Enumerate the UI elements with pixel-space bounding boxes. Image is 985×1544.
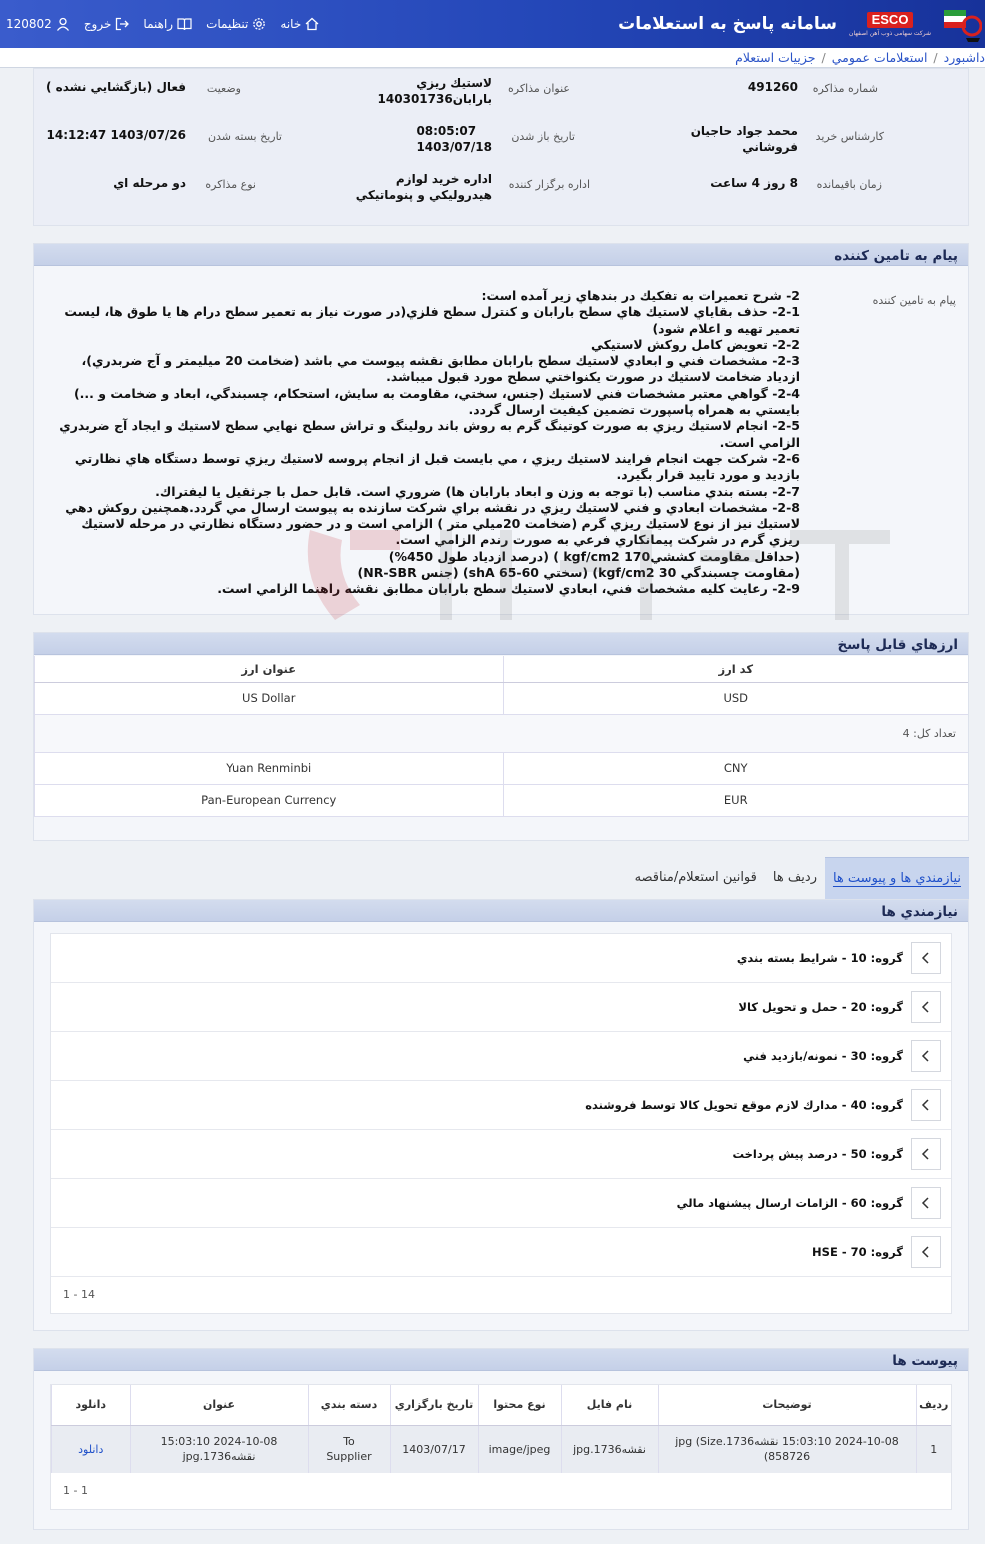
currencies-table (34, 656, 968, 817)
needs-group-title: گروه: 40 - مدارك لازم موقع تحويل كالا توسط فروشنده (585, 1098, 903, 1112)
message-line: 2-6- شركت جهت انجام فرايند لاستيك ريزي ، مي بايست قبل از انجام پروسه لاستيك ريزي توسط دستگاه هاي نظارتي بازديد و مورد تاييد قرار بگيرد. (74, 450, 800, 483)
esco-brand (849, 12, 931, 37)
attachment-row-number: 1 (916, 1425, 951, 1473)
department-line2: هيدروليكي و پنوماتيكي (355, 188, 492, 202)
inquiry-title-line1: لاستيك ريزي (416, 76, 492, 90)
brand (618, 0, 985, 48)
breadcrumb-inquiry-details[interactable]: جزييات استعلام (735, 50, 816, 65)
attachment-title (130, 1425, 308, 1473)
needs-section (33, 899, 969, 1331)
needs-group-title: گروه: 50 - درصد پيش پرداخت (732, 1147, 903, 1161)
buyer-expert-label: كارشناس خريد (815, 130, 884, 143)
breadcrumb (0, 48, 985, 68)
nav-settings[interactable] (206, 17, 266, 31)
needs-group-item[interactable] (51, 934, 951, 983)
breadcrumb-separator: / (821, 50, 826, 65)
total-count: تعداد كل: 4 (35, 714, 969, 752)
logout-icon (115, 17, 129, 31)
open-date-value: 1403/07/18 (416, 140, 492, 154)
attachment-category (308, 1425, 390, 1473)
message-line: (مقاومت چسبندگي 30 kgf/cm2) (سختي shA 65-60) (جنس NR-SBR) (357, 565, 800, 581)
user-icon (56, 17, 70, 31)
attachment-description-line2: 858726) (763, 1450, 811, 1464)
remaining-time: 8 روز 4 ساعت (710, 176, 798, 190)
count-row (35, 714, 969, 752)
col-file-name[interactable]: نام فايل (561, 1385, 658, 1425)
message-line: (حداقل مقاومت كششي170 kgf/cm2 ) (درصد ازدياد طول 450%) (388, 548, 800, 564)
currency-code: EUR (503, 784, 968, 816)
col-description[interactable]: توضيحات (658, 1385, 916, 1425)
table-row[interactable] (35, 752, 969, 784)
supplier-message-body (48, 288, 800, 598)
chevron-left-icon[interactable] (911, 1187, 941, 1219)
remaining-time-label: زمان باقيمانده (816, 178, 882, 191)
currency-code: USD (503, 682, 968, 714)
col-upload-date[interactable]: تاريخ بارگزاري (390, 1385, 478, 1425)
attachments-table (51, 1385, 951, 1473)
nav-user[interactable] (6, 17, 70, 31)
info-row (34, 173, 968, 217)
needs-group-item[interactable] (51, 983, 951, 1032)
open-date-label: تاريخ باز شدن (511, 130, 575, 143)
message-line: 2- شرح تعميرات به تفكيك در بندهاي زير آمده است: (481, 288, 800, 303)
gear-icon (252, 17, 266, 31)
esco-badge: ESCO (867, 12, 914, 28)
attachments-heading: پيوست ها (34, 1349, 968, 1371)
currency-title: Pan-European Currency (35, 784, 504, 816)
attachment-category-line1: To (343, 1435, 355, 1449)
buyer-expert (691, 123, 798, 155)
col-category[interactable]: دسته بندي (308, 1385, 390, 1425)
open-date (416, 123, 492, 155)
attachment-content-type: image/jpeg (478, 1425, 561, 1473)
table-row[interactable] (35, 784, 969, 816)
col-title[interactable]: عنوان (130, 1385, 308, 1425)
top-nav (0, 17, 319, 31)
attachment-file-name: نقشه1736.jpg (561, 1425, 658, 1473)
nav-home[interactable] (280, 17, 319, 31)
attachments-section (33, 1348, 969, 1530)
buyer-expert-line1: محمد جواد حاجيان (690, 124, 798, 138)
table-header-row (52, 1385, 952, 1425)
company-logo (937, 0, 985, 48)
currencies-heading: ارزهاي قابل پاسخ (34, 633, 968, 655)
info-row (34, 77, 968, 121)
chevron-left-icon[interactable] (911, 942, 941, 974)
detail-tabs (33, 857, 969, 899)
supplier-message-section (33, 243, 969, 615)
download-link[interactable]: دانلود (78, 1442, 104, 1456)
table-row[interactable] (52, 1425, 952, 1473)
needs-group-item[interactable] (51, 1081, 951, 1130)
nav-help-label: راهنما (143, 17, 174, 31)
app-header (0, 0, 985, 48)
close-date: 1403/07/26 14:12:47 (46, 128, 186, 142)
chevron-left-icon[interactable] (911, 1089, 941, 1121)
buyer-expert-line2: فروشاني (742, 140, 798, 154)
tab-rows[interactable]: رديف ها (772, 870, 817, 885)
nav-logout[interactable] (84, 17, 130, 31)
chevron-left-icon[interactable] (911, 1138, 941, 1170)
currencies-table-wrap (34, 656, 968, 817)
supplier-message-label: پيام به تامين كننده (872, 294, 956, 307)
nav-logout-label: خروج (83, 17, 112, 31)
needs-accordion (50, 933, 952, 1314)
needs-group-title: گروه: 60 - الزامات ارسال پيشنهاد مالي (676, 1196, 903, 1210)
nav-settings-label: تنظیمات (206, 17, 249, 31)
inquiry-type: دو مرحله اي (113, 176, 186, 190)
book-icon (177, 17, 192, 31)
table-header-row (35, 656, 969, 682)
inquiry-title-label: عنوان مذاكره (508, 82, 570, 95)
attachment-category-line2: Supplier (326, 1450, 372, 1464)
currencies-section (33, 632, 969, 841)
needs-group-item[interactable] (51, 1228, 951, 1277)
breadcrumb-dashboard[interactable]: داشبورد (943, 50, 985, 65)
message-line: 2-3- مشخصات فني و ابعادي لاستيك سطح بارابان مطابق نقشه پيوست مي باشد (ضخامت 20 ميليمتر و آج ضربدري)، ازدياد ضخامت لاستيك در صورت يكنواختي سطح مورد قبول ميباشد. (81, 353, 800, 385)
info-row (34, 125, 968, 169)
needs-pager: 1 - 14 (63, 1288, 95, 1301)
esco-subtitle: شرکت سهامی ذوب آهن اصفهان (849, 29, 931, 37)
attachments-pager: 1 - 1 (63, 1484, 88, 1497)
open-time: 08:05:07 (416, 124, 477, 138)
needs-group-title: گروه: 70 - HSE (812, 1245, 903, 1259)
message-line: 2-4- گواهي معتبر مشخصات فني لاستيك (جنس، سختي، مقاومت به سايش، استحكام، چسبندگي، ابعاد و ضخامت و ...) بايستي به همراه پاسپورت تضمين كيفيت ارسال گردد. (73, 385, 800, 418)
attachment-title-line1: 2024-10-08 15:03:10 (160, 1435, 278, 1449)
attachment-description-line1: 2024-10-08 15:03:10 نقشه1736.jpg (Size (675, 1435, 899, 1449)
table-row[interactable] (35, 682, 969, 714)
inquiry-title (378, 75, 492, 107)
attachments-table-wrap (50, 1384, 952, 1510)
inquiry-number-label: شماره مذاكره (812, 82, 878, 95)
col-currency-title[interactable]: عنوان ارز (35, 656, 504, 682)
department-label: اداره برگزار كننده (508, 178, 590, 191)
attachment-upload-date: 1403/07/17 (390, 1425, 478, 1473)
inquiry-number: 491260 (747, 80, 798, 94)
nav-help[interactable] (143, 17, 192, 31)
supplier-message-heading: پيام به تامين كننده (34, 244, 968, 266)
needs-group-title: گروه: 30 - نمونه/بازديد فني (743, 1049, 903, 1063)
message-line: 2-1- حذف بقاياي لاستيك هاي سطح بارابان و كنترل سطح فلزي(در صورت نياز به تعمير سطح درام ها يا طوق ها، ليست تعمير تهيه و اعلام شود) (64, 304, 800, 336)
currency-title: US Dollar (35, 682, 504, 714)
attachment-title-line2: نقشه1736.jpg (182, 1450, 256, 1464)
attachment-description (658, 1425, 916, 1473)
col-download[interactable]: دانلود (52, 1385, 131, 1425)
chevron-left-icon[interactable] (911, 1040, 941, 1072)
currency-title: Yuan Renminbi (35, 752, 504, 784)
nav-home-label: خانه (280, 17, 302, 31)
needs-group-item[interactable] (51, 1179, 951, 1228)
home-icon (305, 17, 319, 31)
inquiry-title-line2: بارابان140301736 (377, 92, 492, 106)
currency-code: CNY (503, 752, 968, 784)
inquiry-type-label: نوع مذاكره (205, 178, 256, 191)
needs-group-title: گروه: 20 - حمل و تحويل كالا (738, 1000, 903, 1014)
app-title: سامانه پاسخ به استعلامات (618, 14, 838, 34)
needs-group-title: گروه: 10 - شرايط بسته بندي (736, 951, 903, 965)
col-content-type[interactable]: نوع محتوا (478, 1385, 561, 1425)
message-line: 2-9- رعايت كليه مشخصات فني، ابعادي لاستيك سطح بارابان مطابق نقشه راهنما الزامي است. (217, 581, 800, 597)
close-date-label: تاريخ بسته شدن (207, 130, 282, 143)
chevron-left-icon[interactable] (911, 1236, 941, 1268)
tab-rules[interactable]: قوانين استعلام/مناقصه (634, 870, 757, 885)
attachment-download-cell (52, 1425, 131, 1473)
message-line: 2-5- انجام لاستيك ريزي به صورت كوتينگ گرم به روش باند رولينگ و تراش سطح نهايي سطح لاستيك و ايجاد آج ضربدري الزامي است. (59, 418, 800, 450)
department-line1: اداره خريد لوازم (395, 172, 492, 186)
needs-heading: نيازمندي ها (34, 900, 968, 922)
inquiry-info-panel (33, 68, 969, 226)
breadcrumb-separator: / (933, 50, 938, 65)
needs-group-item[interactable] (51, 1130, 951, 1179)
department (356, 171, 492, 203)
needs-group-item[interactable] (51, 1032, 951, 1081)
status-value: فعال (بازگشايي نشده ) (45, 80, 186, 94)
message-line: 2-8- مشخصات ابعادي و فني لاستيك ريزي در نقشه براي شركت سازنده به پيوست ارسال مي گردد.همچنين روكش دهي لاستيك نيز از نوع لاستيك ريزي گرم (ضخامت 20ميلي متر ) الزامي است و در حضور دستگاه نظارتي در مرحله لاستيك ريزي گرم در شركت پيمانكاري فرعي به صورت رندم الزامي است. (65, 499, 800, 548)
user-id: 120802 (6, 17, 52, 31)
message-line: 2-7- بسته بندي مناسب (با توجه به وزن و ابعاد بارابان ها) ضروري است. قابل حمل با جرثقيل يا ليفتراك. (155, 483, 800, 499)
col-currency-code[interactable]: كد ارز (503, 656, 968, 682)
status-label: وضعيت (206, 82, 241, 95)
breadcrumb-public-inquiries[interactable]: استعلامات عمومي (831, 50, 928, 65)
tab-needs-attachments[interactable]: نيازمندي ها و پيوست ها (825, 857, 969, 899)
chevron-left-icon[interactable] (911, 991, 941, 1023)
message-line: 2-2- تعويض كامل روكش لاستيكي (590, 336, 800, 352)
col-row[interactable]: رديف (916, 1385, 951, 1425)
